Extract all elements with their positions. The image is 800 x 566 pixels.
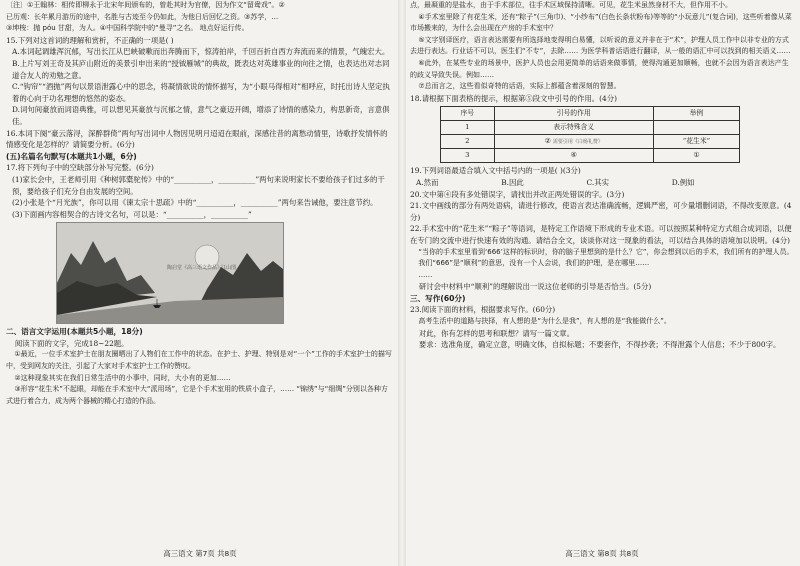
question-23: 23.阅读下面的材料，根据要求写作。(60分): [410, 305, 556, 315]
question-15: 15.下列对这首词的理解和赏析，不正确的一项是( ): [6, 35, 174, 45]
table-row: [441, 149, 740, 163]
page-left: [6, 0, 394, 566]
page-fold: [398, 0, 406, 566]
q19-option-c: C.其实: [586, 177, 609, 187]
q23-requirements: 要求：选准角度，确定立意，明确文体，自拟标题；不要套作，不得抄袭；不得泄露个人信息；不少于800字。: [418, 340, 781, 350]
passage-cont-1: 点，最凝重的是盐水，由于手术部位，往手术区域保持清晰。可见，花生米虽然身材不大，但作用不小。: [410, 1, 732, 9]
passage-cont-4: ④手术室里除了有花生米，还有“粽子”(三角巾)、“小纱布”(白色长条状粉布)等等的“小玩意儿”(复合词)，这些听着像从菜市场搬来的，为什么会出现在产房的手术室中？: [410, 12, 792, 33]
q15-option-a: A.本词起调雄浑沉郁，写出长江从巴峡破嗽而出奔腾而下，惊涛拍岸，千回百折自西方奔流而来的情景，气魄宏大。: [12, 47, 390, 57]
question-22: 22.手术室中的“花生米”“粽子”等语词，是特定工作语境下形成的专业术语。可以按照某种特定方式组合成词语，以便在专门的交流中进行快速有效的沟通。请结合全文，谈谈你对这一现象的看法，可以结合具体的语境加以说明。(4分): [410, 224, 792, 245]
page-right: [410, 0, 794, 566]
q22-quote-1: “当你的手术室里看到‘666’这样的标识时，你的脑子里想到的是什么？它”，你会想到以后的手术，我们所有的护理人员。: [418, 247, 794, 256]
table-row: [441, 121, 740, 135]
q23-material: 高考生活中的道路与抉择，有人想的是“为什么是我”，有人想的是“我能做什么”。: [418, 317, 671, 326]
table-note: 需要引用《白杨礼赞》: [552, 138, 603, 145]
section-3-heading: 三、写作(60分): [410, 293, 466, 303]
q17-item-2: (2)小张是个“月光族”，你可以用《谏太宗十思疏》中的“__________，__________”两句来告诫他，要注意节约。: [12, 198, 378, 208]
question-21: 21.文中画线的部分有两处语病，请进行修改，使语言表达准确流畅，逻辑严密，可少量增删词语，不得改变原意。(4分): [410, 201, 792, 222]
q19-options: [410, 177, 794, 189]
q22-tail: 研讨会中材料中“顺利”的理解说出一说这位老师的引导是否恰当。(5分): [418, 282, 652, 292]
note-line-3: ③坤梭：抛 póu 甘甜，为人。④中国科学院中的“曼寻”之名。 地点好运行传。: [6, 24, 249, 33]
table-cell: 2: [441, 135, 495, 149]
table-header-row: [441, 107, 740, 121]
question-20: 20.文中第④段有多处错误字，请找出并改正两处错误的字。(3分): [410, 189, 625, 199]
page-footer-right: 高三语文 第8页 共8页: [565, 549, 639, 559]
passage-cont-7: ⑦总而言之，这些看似奇特的话语，实际上都蕴含着深刻的智慧。: [418, 82, 621, 91]
table-cell: 1: [441, 121, 495, 135]
q19-option-a: A.然而: [416, 177, 439, 187]
question-17: 17.将下列句子中的空缺部分补写完整。(6分): [6, 163, 154, 173]
table-cell: 表示特殊含义: [494, 121, 653, 135]
passage-para-1: ①最近，一位手术室护士在朋友圈晒出了人物们在工作中的状态。在护士、护理、特别是对“一个”工作的手术室护士的描写中，受到网友的关注，引起了大家对手术室护士工作的赞叹。: [6, 350, 392, 371]
table-cell: “花生米”: [653, 135, 739, 149]
table-row: [441, 135, 740, 149]
question-18: 18.请根据下面表格的提示，根据第⑤段文中引号的作用。(4分): [410, 93, 617, 103]
table-header: 举例: [653, 107, 739, 121]
section-5-heading: (五)名篇名句默写(本题共1小题，6分): [6, 151, 137, 161]
passage-cont-5: ⑤文字别译医疗，语言表达需要有所选择地变得明白易懂，以听说的意义并非在于“术”，护理人员工作中以非专业的方式去进行表达。行业话不可以，医生们“不专”，去除…… 为医学科普话语进行翻译，从一般的语汇中可以找到的相关语义……: [410, 35, 791, 56]
note-line-2: 已历观：长年累月游历的途中，名胜与古迹至今仍如此，为他日后回忆之资。③苏学，…: [6, 12, 279, 21]
passage-cont-6: ⑥此外，在某些专业的场景中，医护人员也会用更简单的话语来做事情，使得沟通更加顺畅，也就不会因为语言表达产生的歧义导致失误。例如……: [410, 58, 789, 79]
table-cell: ①: [653, 149, 739, 163]
q15-option-c: C.“钩帘”“酒抛”两句以景语泄露心中的思念，将凝情欲说的情怀描写，为“小眼马得相对”相呼应，时托出诗人坚定执着的心向于功名理想的悠然的姿态。: [12, 82, 390, 103]
table-cell: [653, 121, 739, 135]
q17-item-3: (3)下面画内容相契合的古诗文名句，可以是：“__________，__________”: [12, 209, 252, 219]
q23-prompt: 对此，你有怎样的思考和联想？请写一篇文章。: [418, 328, 575, 338]
question-16: 16.本词下阕“豪云落浔，深醉群倚”两句写出词中人物因见明月迢迢在眼前，深感往昔的离愁动情里，诗歌抒发情怀的情感变化是怎样的？请简要分析。(6分): [6, 128, 388, 150]
landscape-painting: [56, 222, 284, 324]
table-cell: ④: [494, 149, 653, 163]
table-header: 引号的作用: [494, 107, 653, 121]
note-line-1: 〔注〕①王翰林：相传即柳永于北宋年间颁布的，曾赴其时为官僚，因为作文“留鸯戏”。②: [6, 1, 285, 9]
question-19: 19.下列词语最适合填入文中括号内的一项是( )(3分): [410, 166, 581, 176]
table-cell-text: ②: [544, 136, 551, 145]
passage-para-2: ②这种现象其实在我们日常生活中的小事中，同时，大小有的更加……: [14, 373, 231, 382]
table-cell: [494, 135, 653, 149]
q17-item-1: (1)家长会中，王老师引用《种树郭橐驼传》中的“__________，__________”两句来说明家长不要给孩子们过多的干预，要给孩子们充分自由发展的空间。: [12, 174, 385, 196]
section-2-heading: 二、语言文字运用(本题共5小题，18分): [6, 327, 143, 337]
page-footer-left: 高三语文 第7页 共8页: [163, 549, 237, 559]
reading-intro: 阅读下面的文字，完成18~22题。: [14, 338, 129, 348]
q19-option-b: B.因此: [501, 177, 524, 187]
painting-caption: 陶启堂《高三语文作品》·江山图: [167, 265, 237, 272]
table-cell: 3: [441, 149, 495, 163]
question-18-table: [440, 106, 740, 163]
q15-option-d: D.词句间豪放而词语典雅，可以想见其豪放与沉郁之情，意气之豪迈开阔，增添了诗情的感染力，构思新奇，言意俱佳。: [12, 105, 390, 126]
q22-quote-3: ……: [418, 270, 433, 279]
q19-option-d: D.例如: [671, 177, 695, 187]
q15-option-b: B.上片写刘王奇及其庐山附近的美景引申出来的“授钺雁城”的典故，既表达对英雄事业的向往之情，也表达出对志同道合友人的劝勉之意。: [12, 58, 390, 80]
q22-quote-2: 我们“666”是“顺利”的意思，没有一个人会说，我们的护理，是在哪里……: [418, 259, 650, 268]
passage-para-3: ③形容“花生米”不起眼，却能在手术室中大“派用场”，它是个手术室用的铁质小盒子，…… “锦绣”与“细绸”分别以各种方式进行着合力，成为两个器械的精心打造的作品。: [6, 385, 388, 405]
table-header: 序号: [441, 107, 495, 121]
